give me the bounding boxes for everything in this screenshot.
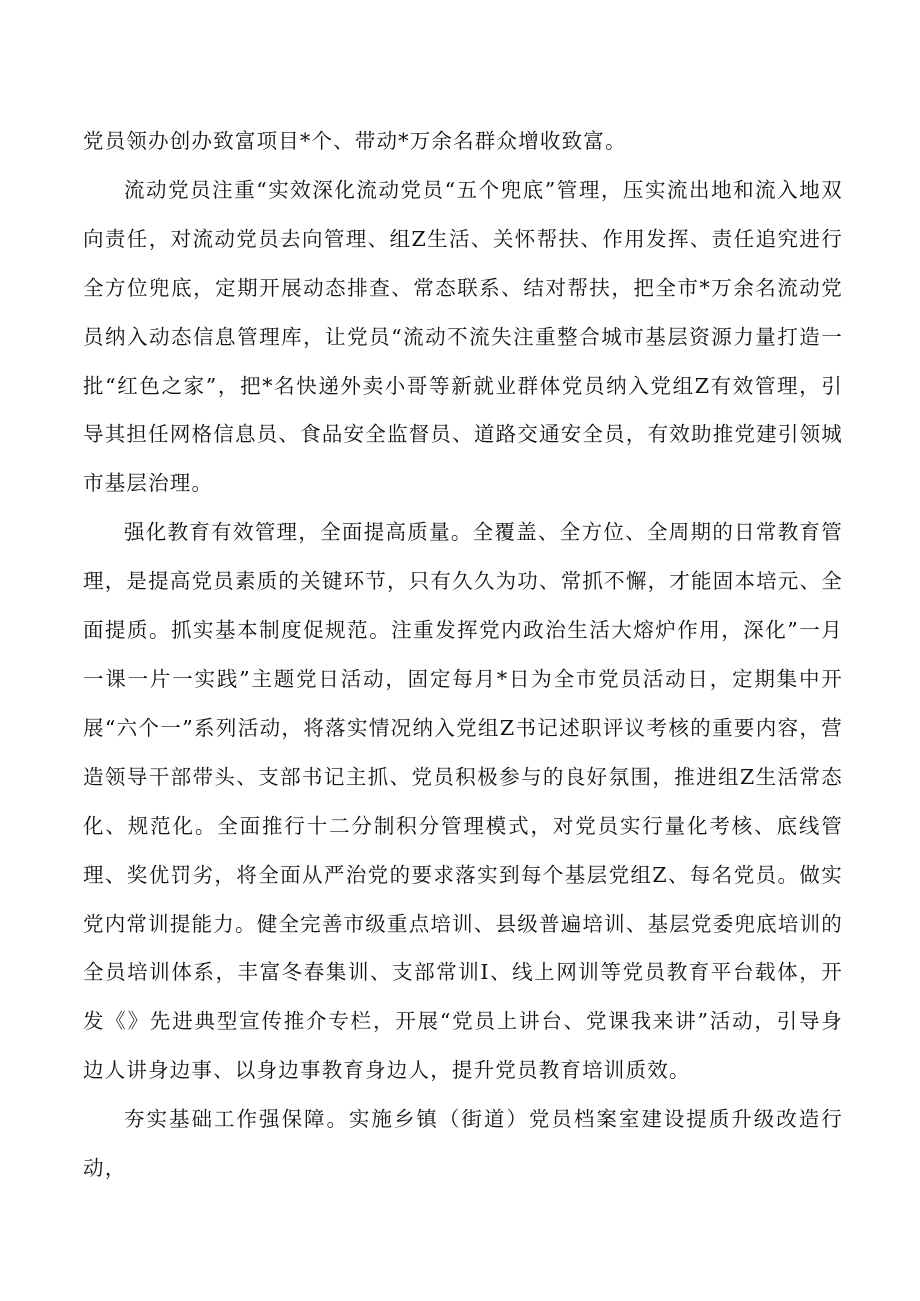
paragraph-education-management: 强化教育有效管理，全面提高质量。全覆盖、全方位、全周期的日常教育管理，是提高党员素质的关键环节，只有久久为功、常抓不懈，才能固本培元、全面提质。抓实基本制度促规范。注重发挥党内政治生活大熔炉作用，深化”一月一课一片一实践”主题党日活动，固定每月*日为全市党员活动日，定期集中开展“六个一”系列活动，将落实情况纳入党组Z书记述职评议考核的重要内容，营造领导干部带头、支部书记主抓、党员积极参与的良好氛围，推进组Z生活常态化、规范化。全面推行十二分制积分管理模式，对党员实行量化考核、底线管理、奖优罚劣，将全面从严治党的要求落实到每个基层党组Z、每名党员。做实党内常训提能力。健全完善市级重点培训、县级普遍培训、基层党委兜底培训的全员培训体系，丰富冬春集训、支部常训I、线上网训等党员教育平台载体，开发《》先进典型宣传推介专栏，开展“党员上讲台、党课我来讲”活动，引导身边人讲身边事、以身边事教育身边人，提升党员教育培训质效。	[83, 520, 843, 1083]
paragraph-foundation-work: 夯实基础工作强保障。实施乡镇（街道）党员档案室建设提质升级改造行动，	[83, 1107, 843, 1181]
document-body	[83, 117, 843, 1193]
paragraph-floating-members: 流动党员注重“实效深化流动党员“五个兜底”管理，压实流出地和流入地双向责任，对流动党员去向管理、组Z生活、关怀帮扶、作用发挥、责任追究进行全方位兜底，定期开展动态排查、常态联系、结对帮扶，把全市*万余名流动党员纳入动态信息管理库，让党员“流动不流失注重整合城市基层资源力量打造一批“红色之家”，把*名快递外卖小哥等新就业群体党员纳入党组Z有效管理，引导其担任网格信息员、食品安全监督员、道路交通安全员，有效助推党建引领城市基层治理。	[83, 177, 843, 496]
paragraph-continuation: 党员领办创办致富项目*个、带动*万余名群众增收致富。	[83, 129, 627, 153]
